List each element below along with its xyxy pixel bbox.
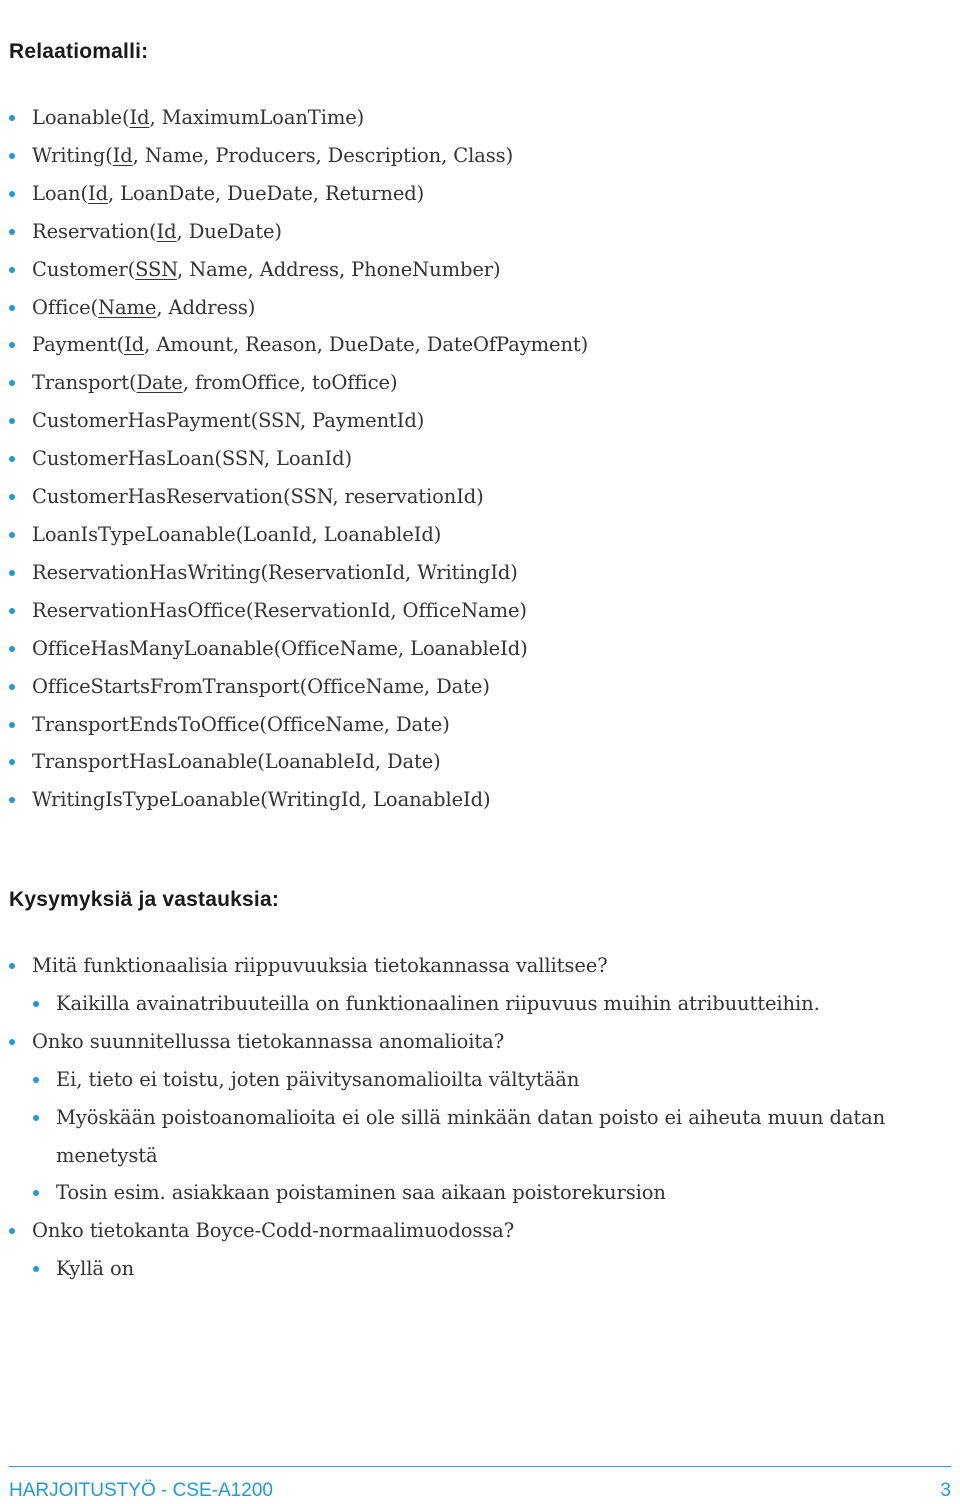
relation-name: CustomerHasReservation(SSN, reservationId) (32, 485, 484, 509)
footer-title: HARJOITUSTYÖ - CSE-A1200 (9, 1480, 273, 1501)
relation-item (0, 668, 588, 706)
primary-key: SSN (135, 257, 178, 281)
relation-item (0, 364, 588, 402)
relation-name: ReservationHasOffice(ReservationId, OfficeName) (32, 598, 527, 622)
relation-item (0, 781, 588, 819)
primary-key: Name (98, 295, 157, 319)
relation-attributes: , Address) (156, 295, 256, 319)
relation-item (0, 592, 588, 630)
relation-name: OfficeStartsFromTransport(OfficeName, Date) (32, 674, 490, 698)
primary-key: Id (129, 106, 150, 129)
relation-name: Writing( (32, 143, 113, 167)
relation-name: Transport( (32, 371, 137, 395)
relation-item (0, 251, 588, 289)
relation-item (0, 516, 588, 554)
qa-answer: Myöskään poistoanomalioita ei ole sillä minkään datan poisto ei aiheuta muun datan menetystä (0, 1099, 946, 1175)
relation-item (0, 743, 588, 781)
relation-item (0, 630, 588, 668)
qa-heading: Kysymyksiä ja vastauksia: (9, 888, 280, 911)
qa-question: Onko tietokanta Boyce-Codd-normaalimuodossa? (0, 1212, 946, 1250)
footer-divider (9, 1466, 951, 1467)
relation-name: TransportHasLoanable(LoanableId, Date) (32, 750, 441, 774)
relation-attributes: , LoanDate, DueDate, Returned) (107, 181, 425, 205)
relation-name: Payment( (32, 333, 125, 357)
relation-name: ReservationHasWriting(ReservationId, WritingId) (32, 560, 518, 584)
relation-name: OfficeHasManyLoanable(OfficeName, LoanableId) (32, 636, 528, 660)
relation-name: Office( (32, 295, 99, 319)
relation-attributes: , Name, Address, PhoneNumber) (177, 257, 501, 281)
qa-list (0, 947, 946, 1288)
relation-attributes: , Name, Producers, Description, Class) (132, 143, 514, 167)
page-number: 3 (940, 1480, 951, 1501)
relation-attributes: , DueDate) (176, 219, 282, 243)
relation-item (0, 706, 588, 744)
qa-question: Onko suunnitellussa tietokannassa anomalioita? (0, 1023, 946, 1061)
qa-answer: Kyllä on (0, 1250, 946, 1288)
relation-item (0, 326, 588, 364)
relation-list (0, 99, 588, 819)
relation-name: Loanable( (32, 106, 130, 129)
relation-attributes: , Amount, Reason, DueDate, DateOfPayment) (144, 333, 589, 357)
relation-item (0, 289, 588, 327)
relation-item (0, 175, 588, 213)
relation-item (0, 137, 588, 175)
primary-key: Id (112, 143, 133, 167)
relation-item (0, 478, 588, 516)
relation-name: Loan( (32, 181, 88, 205)
relation-name: LoanIsTypeLoanable(LoanId, LoanableId) (32, 522, 442, 546)
primary-key: Id (124, 333, 145, 357)
qa-question: Mitä funktionaalisia riippuvuuksia tietokannassa vallitsee? (0, 947, 946, 985)
relation-name: TransportEndsToOffice(OfficeName, Date) (32, 712, 450, 736)
relation-attributes: , fromOffice, toOffice) (182, 371, 398, 395)
primary-key: Id (156, 219, 177, 243)
relation-model-heading: Relaatiomalli: (9, 40, 149, 63)
qa-answer: Kaikilla avainatribuuteilla on funktionaalinen riipuvuus muihin atribuutteihin. (0, 985, 946, 1023)
relation-name: CustomerHasPayment(SSN, PaymentId) (32, 409, 425, 433)
qa-answer: Tosin esim. asiakkaan poistaminen saa aikaan poistorekursion (0, 1174, 946, 1212)
primary-key: Date (136, 371, 183, 395)
relation-attributes: , MaximumLoanTime) (149, 106, 365, 129)
qa-answer: Ei, tieto ei toistu, joten päivitysanomalioilta vältytään (0, 1061, 946, 1099)
relation-name: Reservation( (32, 219, 157, 243)
relation-item (0, 213, 588, 251)
relation-item (0, 554, 588, 592)
relation-item (0, 440, 588, 478)
relation-item (0, 99, 588, 137)
relation-item (0, 402, 588, 440)
primary-key: Id (87, 181, 108, 205)
relation-name: WritingIsTypeLoanable(WritingId, LoanableId) (32, 788, 491, 812)
relation-name: Customer( (32, 257, 136, 281)
relation-name: CustomerHasLoan(SSN, LoanId) (32, 447, 352, 471)
